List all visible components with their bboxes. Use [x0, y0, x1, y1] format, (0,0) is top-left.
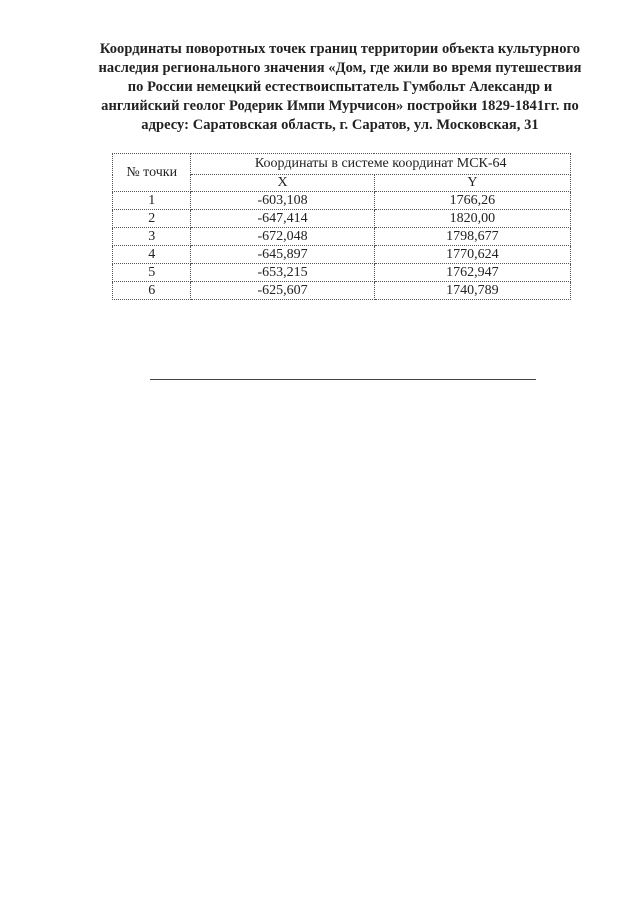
cell-x: -647,414 [191, 210, 374, 228]
cell-point-number: 1 [113, 192, 191, 210]
cell-y: 1762,947 [374, 264, 570, 282]
document-title [70, 40, 610, 135]
cell-x: -672,048 [191, 228, 374, 246]
cell-x: -653,215 [191, 264, 374, 282]
table-row [113, 228, 571, 246]
header-point-number: № точки [113, 154, 191, 192]
cell-y: 1820,00 [374, 210, 570, 228]
table-row [113, 264, 571, 282]
header-y: Y [374, 175, 570, 192]
table-row [113, 192, 571, 210]
cell-y: 1798,677 [374, 228, 570, 246]
table-row [113, 246, 571, 264]
table-row [113, 210, 571, 228]
cell-point-number: 3 [113, 228, 191, 246]
coordinates-table [112, 153, 571, 300]
cell-x: -645,897 [191, 246, 374, 264]
title-line-4: английский геолог Родерик Импи Мурчисон» постройки 1829-1841гг. по [101, 98, 579, 114]
table-header-row [113, 154, 571, 175]
cell-point-number: 2 [113, 210, 191, 228]
horizontal-divider [150, 379, 536, 380]
cell-x: -603,108 [191, 192, 374, 210]
cell-x: -625,607 [191, 282, 374, 300]
table-row [113, 282, 571, 300]
title-line-5: адресу: Саратовская область, г. Саратов, ул. Московская, 31 [141, 117, 539, 133]
cell-y: 1766,26 [374, 192, 570, 210]
cell-point-number: 6 [113, 282, 191, 300]
header-coordinate-system: Координаты в системе координат МСК-64 [191, 154, 571, 175]
cell-point-number: 5 [113, 264, 191, 282]
title-line-2: наследия регионального значения «Дом, где жили во время путешествия [98, 60, 582, 76]
title-line-3: по России немецкий естествоиспытатель Гумбольт Александр и [127, 79, 553, 95]
cell-point-number: 4 [113, 246, 191, 264]
cell-y: 1770,624 [374, 246, 570, 264]
header-x: X [191, 175, 374, 192]
cell-y: 1740,789 [374, 282, 570, 300]
title-line-1: Координаты поворотных точек границ территории объекта культурного [99, 41, 581, 57]
